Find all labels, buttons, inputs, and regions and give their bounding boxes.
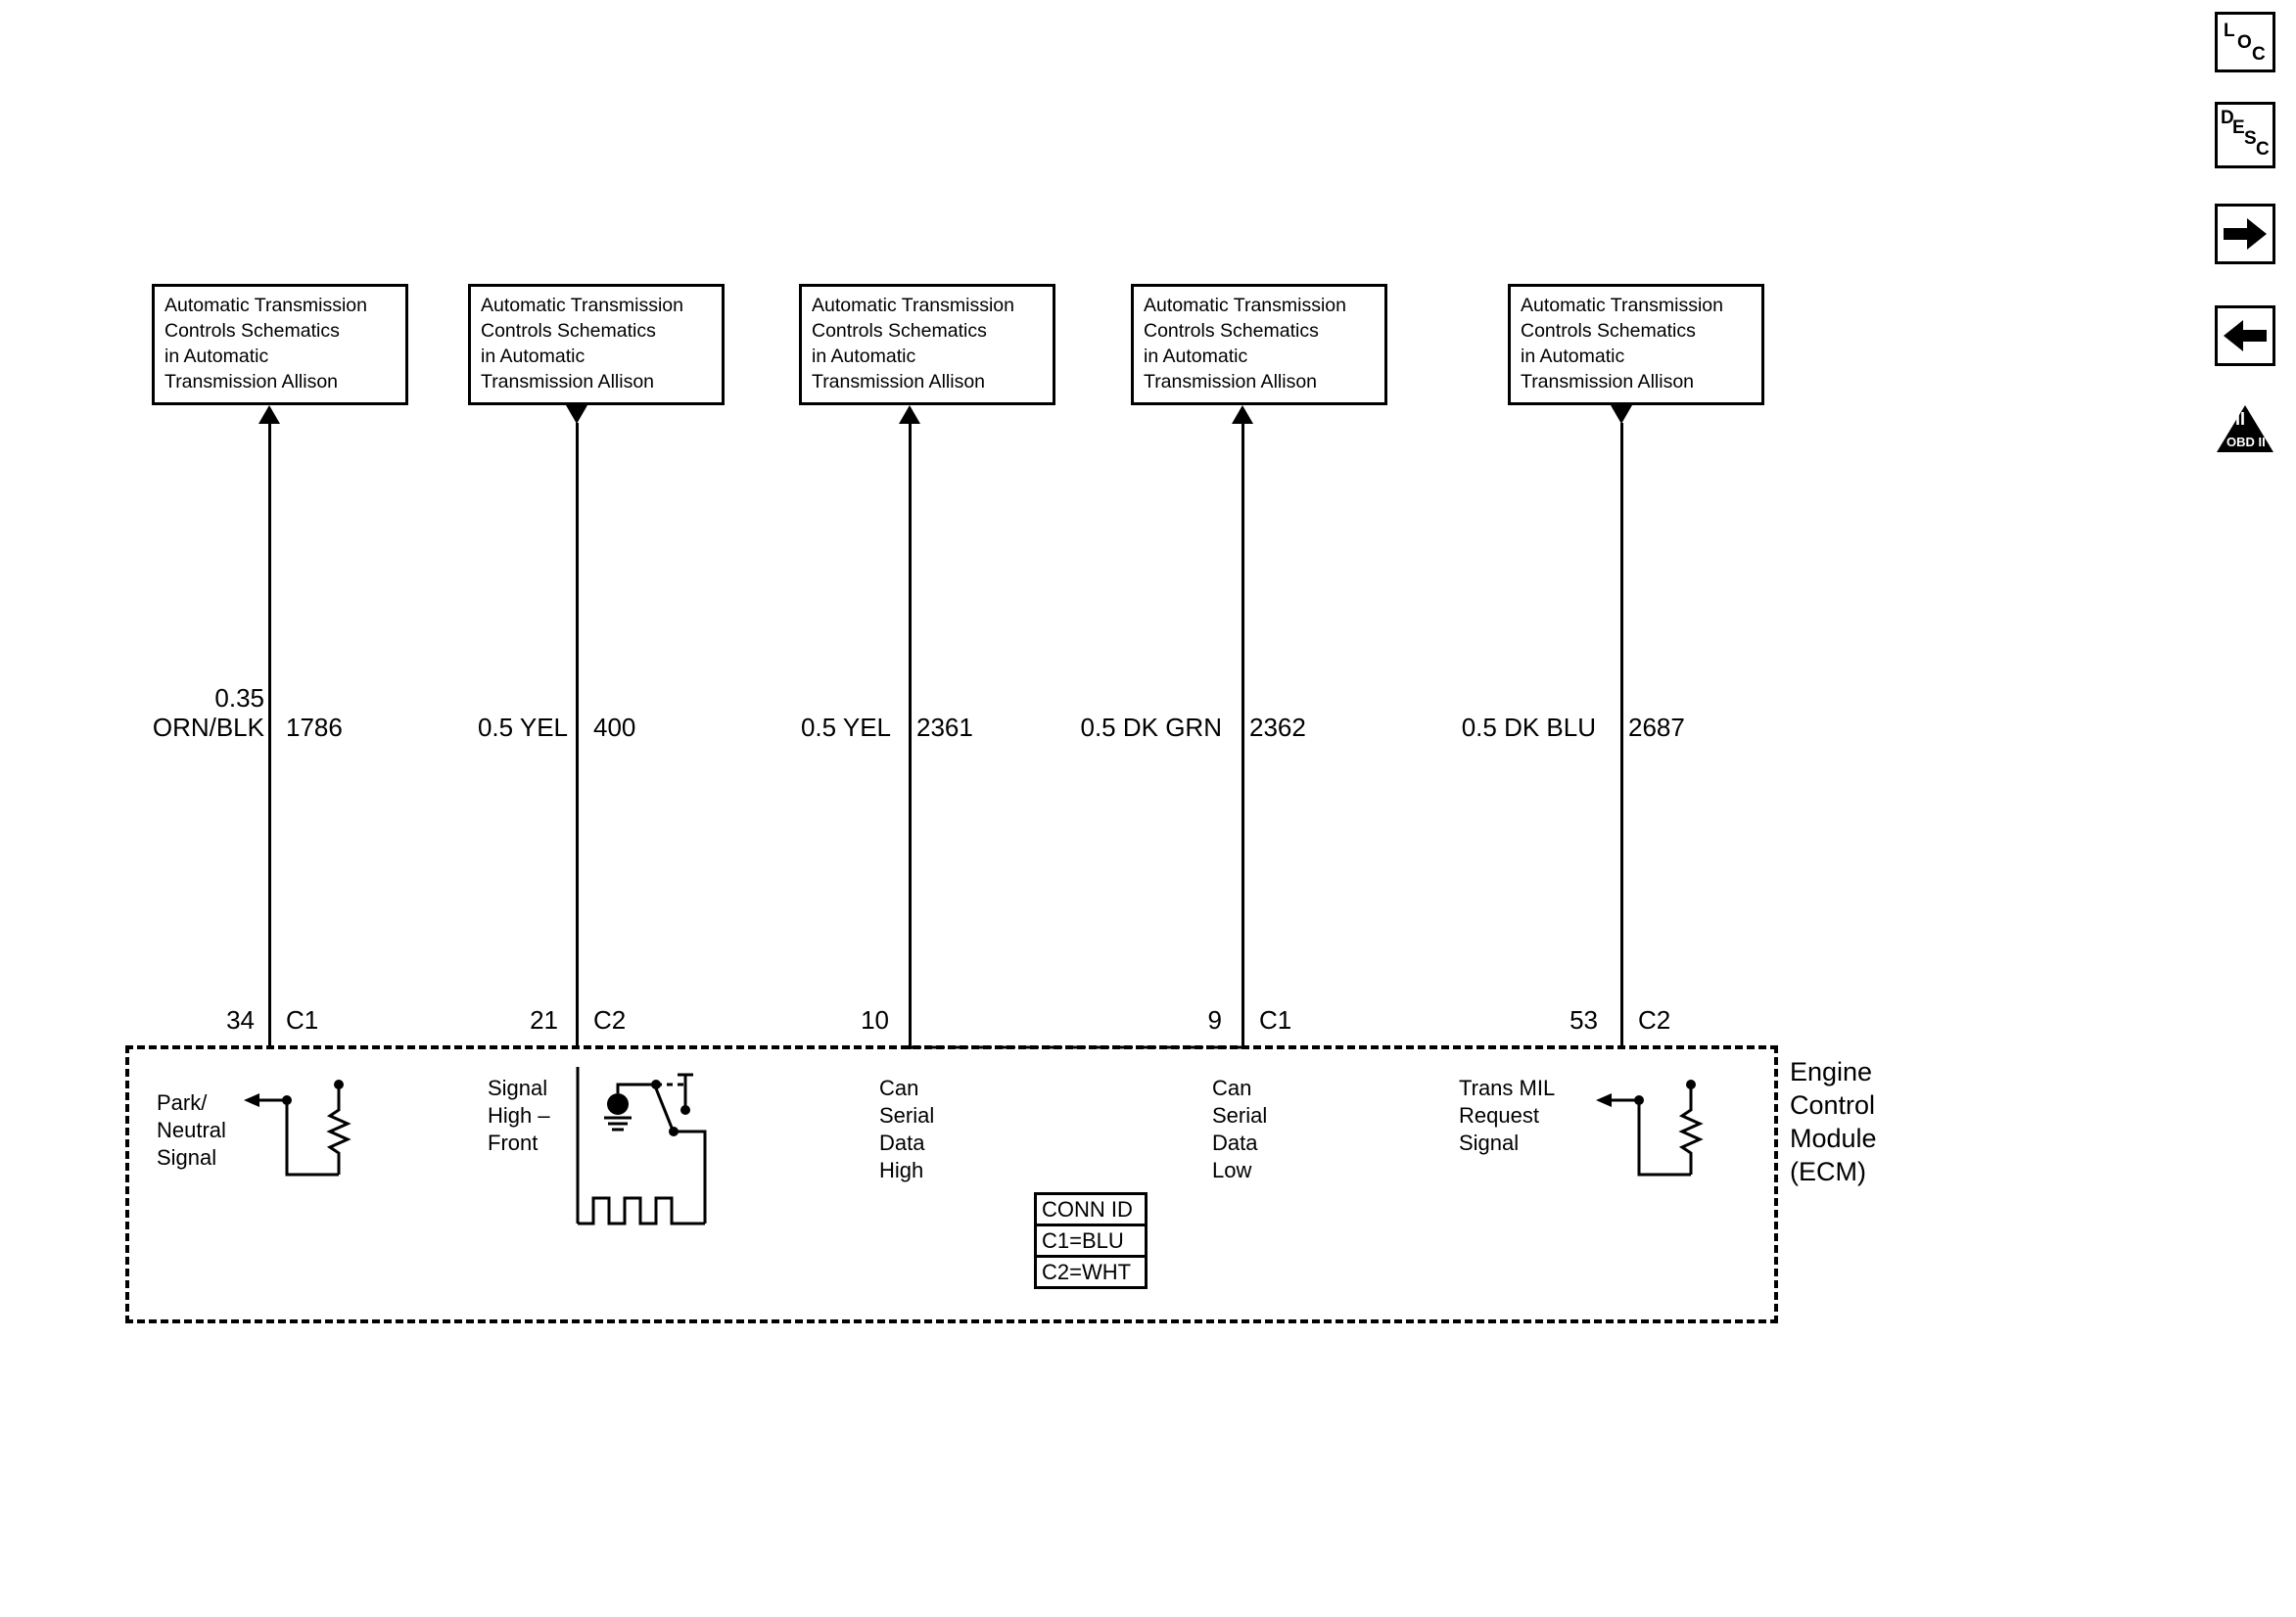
reference-box-1[interactable] xyxy=(152,284,408,405)
wire-4-line xyxy=(1242,423,1244,1049)
ref-box-line: Automatic Transmission xyxy=(481,295,683,316)
wire-1-circuit-number: 1786 xyxy=(286,713,343,742)
wire-3-pin-number: 10 xyxy=(861,1005,889,1035)
function-line: Can xyxy=(879,1076,919,1100)
function-line: High – xyxy=(488,1103,550,1128)
loc-letter-c: C xyxy=(2252,44,2266,65)
wire-4-connector-id: C1 xyxy=(1259,1005,1292,1035)
ref-box-line: Automatic Transmission xyxy=(812,295,1014,316)
ref-box-line: in Automatic xyxy=(481,346,586,367)
conn-legend-header: CONN ID xyxy=(1037,1195,1145,1226)
ref-box-line: Transmission Allison xyxy=(1521,371,1695,393)
wire-4-pin-number: 9 xyxy=(1207,1005,1222,1035)
function-line: Signal xyxy=(1459,1131,1520,1155)
wire-5-color: 0.5 DK BLU xyxy=(1461,713,1596,742)
function-line: Serial xyxy=(879,1103,935,1128)
function-line: Can xyxy=(1212,1076,1252,1100)
wire-1-connector-id: C1 xyxy=(286,1005,319,1035)
desc-letter-d: D xyxy=(2221,108,2234,128)
ecm-label-line: Control xyxy=(1790,1090,1876,1120)
wire-5-circuit-number: 2687 xyxy=(1628,713,1685,742)
wire-4-circuit-number: 2362 xyxy=(1249,713,1306,742)
ref-box-line: Transmission Allison xyxy=(812,371,986,393)
wire-1-pin-number: 34 xyxy=(226,1005,255,1035)
ref-box-line: in Automatic xyxy=(812,346,916,367)
function-line: Low xyxy=(1212,1158,1252,1182)
obd2-roman-numeral: II xyxy=(2235,409,2246,429)
ref-box-line: Transmission Allison xyxy=(1144,371,1318,393)
function-line: Data xyxy=(879,1131,925,1155)
function-line: Data xyxy=(1212,1131,1258,1155)
wire-4-color: 0.5 DK GRN xyxy=(1080,713,1222,742)
function-line: Signal xyxy=(488,1076,548,1100)
function-line: Neutral xyxy=(157,1118,226,1142)
reference-box-4[interactable] xyxy=(1131,284,1387,405)
obd2-button[interactable] xyxy=(2215,401,2275,470)
reference-box-5[interactable] xyxy=(1508,284,1764,405)
wire-1-gauge: 0.35 xyxy=(214,683,264,713)
wire-2-color: 0.5 YEL xyxy=(477,713,568,742)
function-line: High xyxy=(879,1158,924,1182)
arrow-left-icon xyxy=(2218,308,2273,363)
function-line: Serial xyxy=(1212,1103,1268,1128)
desc-button[interactable] xyxy=(2215,102,2275,168)
ecm-label-line: Module xyxy=(1790,1124,1877,1153)
wire-2-connector-id: C2 xyxy=(593,1005,627,1035)
ref-box-line: Automatic Transmission xyxy=(1521,295,1723,316)
engine-control-module-label xyxy=(1790,1055,1877,1188)
function-line: Front xyxy=(488,1131,539,1155)
wire-5-line xyxy=(1620,423,1623,1049)
desc-letter-e: E xyxy=(2232,117,2245,138)
reference-box-3[interactable] xyxy=(799,284,1055,405)
desc-letter-c: C xyxy=(2256,139,2270,160)
engine-control-module-boundary xyxy=(125,1045,1778,1323)
conn-legend-row: C2=WHT xyxy=(1042,1260,1132,1284)
ref-box-line: Controls Schematics xyxy=(812,320,987,342)
wire-4-arrow-up xyxy=(1232,405,1253,424)
loc-letter-l: L xyxy=(2224,21,2235,41)
wire-2-arrow-down xyxy=(566,405,587,424)
reference-box-2[interactable] xyxy=(468,284,725,405)
wire-5-pin-number: 53 xyxy=(1570,1005,1598,1035)
ref-box-line: Controls Schematics xyxy=(1521,320,1696,342)
wire-2-line xyxy=(576,423,579,1049)
wire-1-line xyxy=(268,423,271,1049)
ref-box-line: Automatic Transmission xyxy=(164,295,367,316)
ref-box-line: Controls Schematics xyxy=(164,320,340,342)
wire-3-arrow-up xyxy=(899,405,920,424)
ref-box-line: Automatic Transmission xyxy=(1144,295,1346,316)
obd2-label: OBD II xyxy=(2226,435,2266,449)
function-line: Signal xyxy=(157,1145,217,1170)
conn-legend-row: C1=BLU xyxy=(1037,1226,1145,1258)
ref-box-line: in Automatic xyxy=(1144,346,1248,367)
next-button[interactable] xyxy=(2215,204,2275,264)
ref-box-line: Controls Schematics xyxy=(481,320,656,342)
wire-1-arrow-up xyxy=(258,405,280,424)
wire-3-line xyxy=(909,423,912,1049)
wire-5-arrow-down xyxy=(1611,405,1632,424)
wire-3-color: 0.5 YEL xyxy=(800,713,891,742)
ref-box-line: Controls Schematics xyxy=(1144,320,1319,342)
loc-button[interactable] xyxy=(2215,12,2275,72)
ref-box-line: Transmission Allison xyxy=(481,371,655,393)
ecm-label-line: Engine xyxy=(1790,1057,1873,1086)
wire-2-pin-number: 21 xyxy=(530,1005,558,1035)
connector-id-legend xyxy=(1034,1192,1148,1289)
loc-letter-o: O xyxy=(2237,32,2252,53)
ref-box-line: in Automatic xyxy=(164,346,269,367)
wire-2-circuit-number: 400 xyxy=(593,713,636,742)
ref-box-line: Transmission Allison xyxy=(164,371,339,393)
wire-1-color: ORN/BLK xyxy=(152,713,264,742)
wire-3-circuit-number: 2361 xyxy=(916,713,973,742)
function-line: Park/ xyxy=(157,1090,208,1115)
ecm-label-line: (ECM) xyxy=(1790,1157,1866,1186)
arrow-right-icon xyxy=(2218,207,2273,261)
function-line: Trans MIL xyxy=(1459,1076,1556,1100)
wire-5-connector-id: C2 xyxy=(1638,1005,1671,1035)
desc-letter-s: S xyxy=(2244,128,2257,149)
previous-button[interactable] xyxy=(2215,305,2275,366)
ref-box-line: in Automatic xyxy=(1521,346,1625,367)
function-line: Request xyxy=(1459,1103,1539,1128)
